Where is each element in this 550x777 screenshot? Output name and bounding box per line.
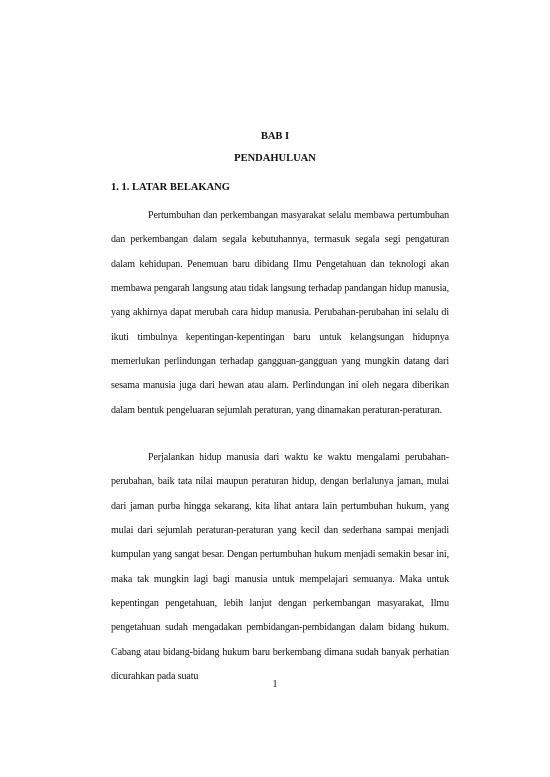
section-heading: 1. 1. LATAR BELAKANG <box>111 182 230 193</box>
chapter-title: PENDAHULUAN <box>234 153 316 164</box>
page-number: 1 <box>272 679 278 690</box>
chapter-label: BAB I <box>260 131 290 142</box>
body-paragraph-1: Pertumbuhan dan perkembangan masyarakat selalu membawa pertumbuhan dan perkembangan dalam segala kebutuhannya, termasuk segala segi pengaturan dalam kehidupan. Penemuan baru dibidang Ilmu Pengetahuan dan teknologi akan membawa pengarah langsung atau tidak langsung terhadap pandangan hidup manusia, yang akhirnya dapat merubah cara hidup manusia. Perubahan-perubahan ini selalu di ikuti timbulnya kepentingan-kepentingan baru untuk kelangsungan hidupnya memerlukan perlindungan terhadap gangguan-gangguan yang mungkin datang dari sesama manusia juga dari hewan atau alam. Perlindungan ini oleh negara diberikan dalam bentuk pengeluaran sejumlah peraturan, yang dinamakan peraturan-peraturan. <box>111 210 449 416</box>
body-paragraph-2: Perjalankan hidup manusia dari waktu ke waktu mengalami perubahan-perubahan, baik tata nilai maupun peraturan hidup, dengan berlalunya jaman, mulai dari jaman purba hingga sekarang, kita lihat antara lain pertumbuhan hukum, yang mulai dari sejumlah peraturan-peraturan yang kecil dan sederhana sampai menjadi kumpulan yang sangat besar. Dengan pertumbuhan hukum menjadi semakin besar ini, maka tak mungkin lagi bagi manusia untuk mempelajari semuanya. Maka untuk kepentingan pengetahuan, lebih lanjut dengan perkembangan masyarakat, Ilmu pengetahuan sudah mengadakan pembidangan-pembidangan dalam bidang hukum. Cabang atau bidang-bidang hukum baru berkembang dimana sudah banyak perhatian dicurahkan pada suatu <box>111 452 449 683</box>
